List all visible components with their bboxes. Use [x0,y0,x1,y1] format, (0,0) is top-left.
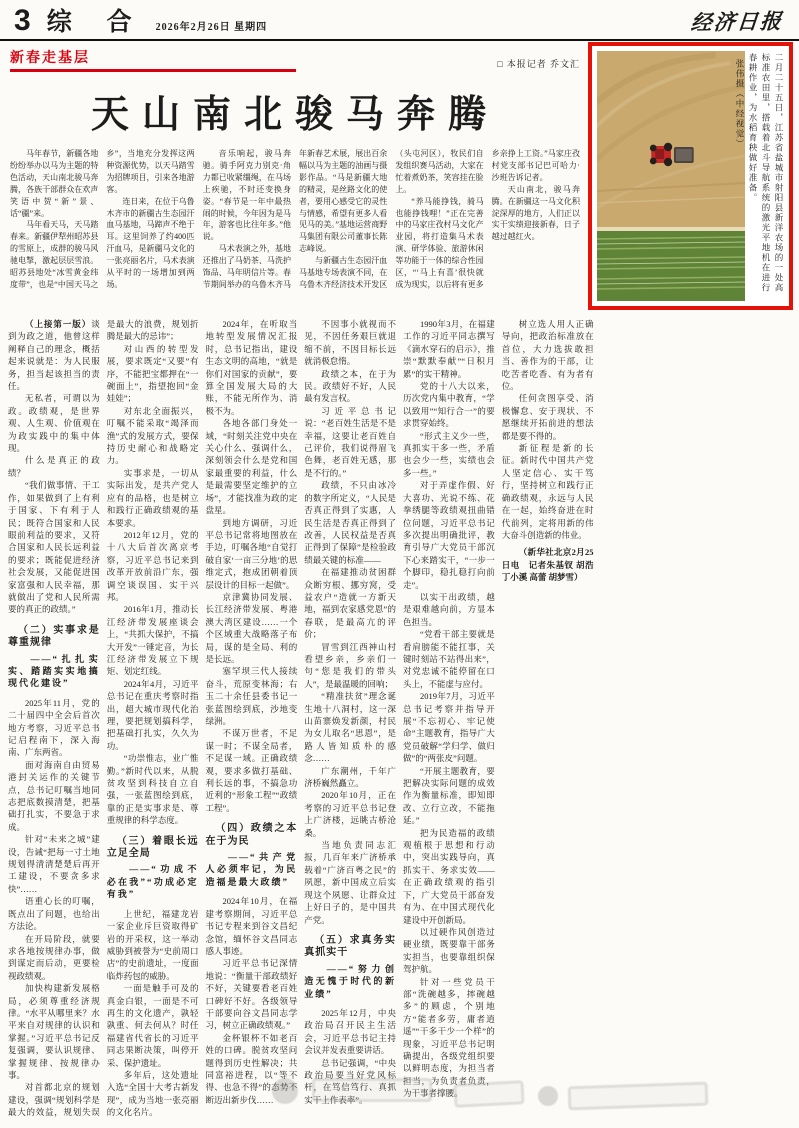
paragraph: 与新疆古生态园汗血马基地专场表演不同，在乌鲁木齐经济技术开发区（头屯河区），牧民们自发组织赛马活动，大家在忙着煮奶茶，笑容挂在脸上。 [298,149,484,289]
paragraph: 无私者，可谓以为政。政绩观，是世界观、人生观、价值观在为政实践中的集中体现。 [8,393,100,454]
kicker-label: 新春走基层 [10,49,90,65]
photo-caption [735,51,785,301]
paragraph: 以过硬作风创造过硬业绩，既要靠干部务实担当，也要靠组织保驾护航。 [403,926,495,975]
paragraph: “功崇惟志，业广惟勤。”新时代以来，从脱贫攻坚到科技自立自强，一张蓝图绘到底，靠的正是实事求是、尊重规律的科学态度。 [106,753,199,826]
paragraph: 以实干出政绩，越是艰难越向前，方显本色担当。 [403,591,495,627]
photo-illustration [597,51,745,301]
paragraph: ——“努力创造无愧于时代的新业绩” [304,963,396,999]
paragraph: 上世纪，福建龙岩一家企业斥巨资取得矿岩的开采权，这一举动威胁到被誉为“史前周口店”的史前遗址，一度面临炸药包的威胁。 [106,908,199,981]
paragraph: 不因事小就视而不见，不因任务艰巨就退缩不前，不因目标长远就消极怠惰。 [304,319,396,367]
field-green [597,231,745,301]
paragraph: 习近平总书记说：“老百姓生活是不是幸福，这要让老百姓自己评价，我们说得眉飞色舞，老百姓无感，那是不行的。” [304,405,396,478]
paragraph: 连日来，在位于乌鲁木齐市的新疆古生态园汗血马基地，马蹄声不绝于耳。这里饲养了约400匹汗血马，是新疆马文化的一张亮丽名片，马术表演从平时的一场增加到两场。 [106,196,195,289]
paragraph: 2016年1月，推动长江经济带发展座谈会上，“共抓大保护，不搞大开发”一锤定音，为长江经济带发展立下规矩、划定红线。 [106,604,199,677]
paragraph: （四）政绩之本 在于为民 [205,823,298,847]
page-number: 3 [14,4,31,37]
paragraph: 1990年3月，在福建工作的习近平同志撰写《滴水穿石的启示》，推崇“默默奉献”“日积月累”的实干精神。 [403,319,495,379]
paragraph: 任何贪图享受、消极懈怠、安于现状、不愿继续开拓前进的想法都是要不得的。 [501,393,594,441]
masthead-logo: 经济日报 [689,9,785,35]
paragraph: 2025年11月，党的二十届四中全会后首次地方考察，习近平总书记启程南下，深入海南、广东两省。 [8,697,100,758]
paragraph: 多年后，这处遗址入选“全国十大考古新发现”，成为当地一张亮丽的文化名片。 [106,1069,199,1118]
paragraph: ——“共产党人必须牢记，为民造福是最大政绩” [205,852,298,887]
paragraph: 树立选人用人正确导向，把政治标准放在首位，大力选拔敢担当、善作为的干部，让吃苦者吃香、有为者有位。 [501,319,594,392]
paragraph: 语重心长的叮嘱，既点出了问题，也给出方法论。 [8,896,100,932]
paragraph: 把为民造福的政绩观植根于思想和行动中，突出实践导向，真抓实干、务求实效——在正确政绩观的指引下，广大党员干部奋发有为、在中国式现代化建设中开创新局。 [403,827,495,925]
paragraph: 加快构建新发展格局，必须尊重经济规律。“水平从哪里来？水平来自对规律的认识和掌握。”习近平总书记反复强调，要认识规律、掌握规律、按规律办事。 [8,983,100,1080]
paragraph: 总书记强调，“中央政治局要当好党风标杆，在笃信笃行、真抓实干上作表率”。 [304,1057,396,1105]
paragraph: （二）实事求是 尊重规律 [8,624,100,649]
paragraph: 2025年12月，中央政治局召开民主生活会，习近平总书记主持会议并发表重要讲话。 [304,1007,396,1056]
paragraph: 马年看天马，天马踏春来。新疆伊犁州昭苏县的雪原上，成群的骏马风驰电掣，激起层层雪浪。昭苏县地处“冰雪黄金纬度带”，也是“中国天马之乡”，当地充分发挥这两种资源优势，以天马踏雪为招牌项目，引来各地游客。 [10,149,195,289]
photo-credit: 张伟摄（中经视觉） [735,59,745,149]
paragraph: 在开局阶段，就要求各地按规律办事，做到谋定而后动，更要检视政绩观。 [8,933,100,981]
paragraph: 京津冀协同发展、长江经济带发展、粤港澳大湾区建设……一个个区域重大战略落子布局，谋的是全局、利的是长远。 [205,591,298,664]
divider-pale [597,227,745,231]
paragraph: 2024年10月，在福建考察期间，习近平总书记专程来到谷文昌纪念馆，缅怀谷文昌同志感人事迹。 [205,896,298,956]
top-story-columns [10,148,580,296]
paragraph: （五）求真务实 真抓实干 [304,934,396,959]
paragraph: 新征程是新的长征。新时代中国共产党人坚定信心、实干笃行，坚持树立和践行正确政绩观，永远与人民在一起，始终奋进在时代前列，定将用新的伟大奋斗创造新的伟业。 [501,443,594,540]
paragraph: 金杯银杯不如老百姓的口碑。脱贫攻坚问题得到历史性解决；共同富裕进程，以“等不得、也急不得”的态势不断迈出新步伐…… [205,1032,298,1105]
photo-area [597,51,745,301]
paragraph: “精准扶贫”理念诞生地十八洞村，这一深山苗寨焕发新颜，村民为女儿取名“思恩”，是路人皆知质朴的感念…… [304,691,396,764]
paragraph: 到地方调研，习近平总书记常将地图放在手边，叮嘱各地“自觉打破自家‘一亩三分地’的思维定式，抱成团朝着顶层设计的目标一起做”。 [205,517,298,590]
paragraph: 实事求是，一切从实际出发，是共产党人应有的品格，也是树立和践行正确政绩观的基本要求。 [106,467,199,528]
paragraph: 2012年12月，党的十八大后首次离京考察，习近平总书记来到改革开放前沿广东，强调空谈误国、实干兴邦。 [106,529,199,602]
paragraph: 2020年10月，正在考察的习近平总书记登上广济楼，远眺古桥沧桑。 [304,790,396,838]
paragraph: ——“扎扎实实、踏踏实实地搞现代化建设” [8,653,100,689]
paragraph: 对于弄虚作假、好大喜功、光说不练、花拳绣腿等政绩观扭曲错位问题，习近平总书记多次提出明确批评，教育引导广大党员干部沉下心来踏实干，“一步一个脚印，稳扎稳打向前走”。 [403,480,495,590]
paragraph: 冒雪到江西神山村看望乡亲，乡亲们一句“您是我们的带头人”，是最温暖的回响； [304,641,396,689]
paragraph: 对东北全面振兴，叮嘱不能采取“竭泽而渔”式的发展方式，要保持历史耐心和战略定力。 [106,405,199,466]
kicker-badge [10,47,296,72]
paragraph: （三）着眼长远 立足全局 [106,835,199,860]
paragraph: 马术表演之外，基地还推出了马奶茶、马洗护饰品、马年明信片等。春节期间举办的乌鲁木齐马年新春艺术展，展出百余幅以马为主题的油画与摄影作品。“马是新疆大地的精灵，是丝路文化的使者，要用心感受它的灵性与情感，希望有更多人看见马的美。”基地运营商野马集团有限公司董事长陈志峰说。 [202,149,388,289]
paragraph: “我们做事情、干工作，如果做到了上有利于国家、下有利于人民；既符合国家和人民眼前利益的要求，又符合国家和人民长远利益的要求；既能促进经济社会发展，又能促进国家富强和人民幸福，那就做出了党和人民所需要的真正的政绩。” [8,480,100,615]
paragraph: “党看干部主要就是看肩膀能不能扛事，关键时刻站不站得出来”，对党忠诚不能停留在口头上，不能虚与应付。 [403,629,495,689]
paragraph: 针对一些党员干部“洗碗越多，摔碗越多”的顾虑，个别地方“能者多劳，庸者逍遥”“干多干少一个样”的现象，习近平总书记明确提出，各级党组织要以鲜明态度，为担当者担当，为负责者负责，为干事者撑腰。 [403,976,495,1099]
paragraph: 针对“未来之城”建设，告诫“把每一寸土地规划得清清楚楚后再开工建设，不要贪多求快”…… [8,834,100,894]
paragraph: 马年春节，新疆各地纷纷举办以马为主题的特色活动，天山南北骏马奔腾，各族干部群众在欢声笑语中贺“新”景、话“疆”来。 [10,149,99,218]
photo-frame [588,42,793,310]
paragraph: 音乐响起，骏马奔驰。骑手阿克力别克·角力都已收紧缰绳，在马场上疾驰，不时还变换身姿。“春节是一年中最热闹的时候，今年因为是马年，游客也比往年多。”他说。 [202,149,291,242]
main-story-columns [8,318,791,1124]
paragraph: （上接第一版）谈到为政之道，他曾这样阐释自己的理念，概括起来说就是：为人民服务，担当起该担当的责任。 [8,319,100,392]
paragraph: 不谋万世者，不足谋一时；不谋全局者，不足谋一域。正确政绩观，要求多做打基础、利长远的事，不搞急功近利的“形象工程”“政绩工程”。 [205,728,298,813]
paragraph: 塞罕坝三代人接续奋斗，荒原变林海；右玉二十余任县委书记一张蓝图绘到底，沙地变绿洲。 [205,666,298,726]
paragraph: 一面是触手可及的真金白银，一面是不可再生的文化遗产，孰轻孰重、何去何从？时任福建省代省长的习近平同志果断决策，叫停开采、保护遗址。 [106,983,199,1068]
paragraph: 习近平总书记深情地说：“衡量干部政绩好不好，关键要看老百姓口碑好不好。各级领导干部要向谷文昌同志学习，树立正确政绩观。” [205,958,298,1031]
paragraph: 当地负责同志汇报，几百年来广济桥承载着“广济百粤之民”的夙愿，新中国成立后实现这个夙愿、让群众过上好日子的，是中国共产党。 [304,840,396,925]
headline: 天山南北骏马奔腾 [90,94,499,136]
paragraph: 党的十八大以来，历次党内集中教育，“学以致用”“知行合一”的要求贯穿始终。 [403,381,495,429]
byline: □ 本报记者 乔文汇 [497,59,580,69]
paragraph: ——“功成不必在我”“功成必定有我” [106,864,199,900]
paragraph: 2024年4月，习近平总书记在重庆考察时指出，超大城市现代化治理，要把规划搞科学，把基础打扎实，久久为功。 [106,678,199,751]
paragraph: 政绩，不只由冰冷的数字所定义，“人民是否真正得到了实惠，人民生活是否真正得到了改善，人民权益是否真正得到了保障”是检验政绩最关键的标准—— [304,480,396,565]
paragraph: （新华社北京2月25日电 记者朱基钗 胡浩 丁小溪 高蕾 胡梦雪） [501,547,594,583]
edition-date: 2026年2月26日 星期四 [155,22,268,33]
page-header [0,0,799,41]
paragraph: 各地各部门身处一域，“时刻关注党中央在关心什么、强调什么，深刻领会什么是党和国家最重要的利益，什么是最需要坚定维护的立场”，才能找准为政的定盘星。 [205,418,298,516]
paragraph: 2024年，在听取当地转型发展情况汇报时，总书记指出，建设生态文明的高地，“就是你们对国家的贡献”，要算全国发展大局的大账，不能无所作为、消极不为。 [205,319,298,416]
top-story [10,47,580,309]
photo-caption-text: 二月二十五日，江苏省盐城市射阳县新洋农场的一处高标准农田里，搭载着北斗导航系统的激光平地机在进行春耕作业，为水稻育秧做好准备。 [748,53,784,293]
paragraph: 对首都北京的规划建设，强调“规划科学是最大的效益，规划失误是最大的浪费，规划折腾是最大的忌讳”； [8,319,199,1118]
paragraph: 在福建推动贫困群众断穷根、挪穷窝，受益农户“造就一方新天地，福到农家感党恩”的春联，是最高亢的评价； [304,567,396,640]
paragraph: 面对海南自由贸易港封关运作的关键节点，总书记叮嘱当地同志把底数摸清楚，把基础打扎实，不要急于求成。 [8,759,100,832]
paragraph: “形式主义少一些，真抓实干多一些，矛盾也会少一些，实绩也会多一些。” [403,430,495,478]
paragraph: 对山西的转型发展，要求既定“又要”有序，不能把宝都押在“一碗面上”，指望抱回“金娃娃”； [106,343,199,404]
paragraph: 什么是真正的政绩？ [8,455,100,478]
paragraph: 政绩之本，在于为民。政绩好不好，人民最有发言权。 [304,368,396,404]
paragraph: 2019年7月，习近平总书记考察并指导开展“不忘初心、牢记使命”主题教育，指导广大党员破解“学归学、做归做”的“两张皮”问题。 [403,691,495,764]
section-title: 综 合 [46,8,146,36]
paragraph: 广东潮州，千年广济桥巍然矗立。 [304,765,396,789]
kicker-row [10,47,580,72]
paragraph: “开展主题教育，要把解决实际问题的成效作为衡量标准，即知即改、立行立改，不能拖延。” [403,765,495,826]
paragraph: 天山南北，骏马奔腾。在新疆这一马文化积淀深厚的地方，人们正以实干实绩迎接新春，日子越过越红火。 [491,184,580,242]
paragraph: “养马能挣钱，骑马也能挣钱哩！”正在完善中的马家庄孜村马文化产业园，将打造集马术表演、研学体验、旅游休闲等功能于一体的综合性园区，“‘马上有喜’很快就成为现实，以后将有更多乡亲挣上工资。”马家庄孜村党支部书记巴可哈力·沙班告诉记者。 [395,149,580,289]
